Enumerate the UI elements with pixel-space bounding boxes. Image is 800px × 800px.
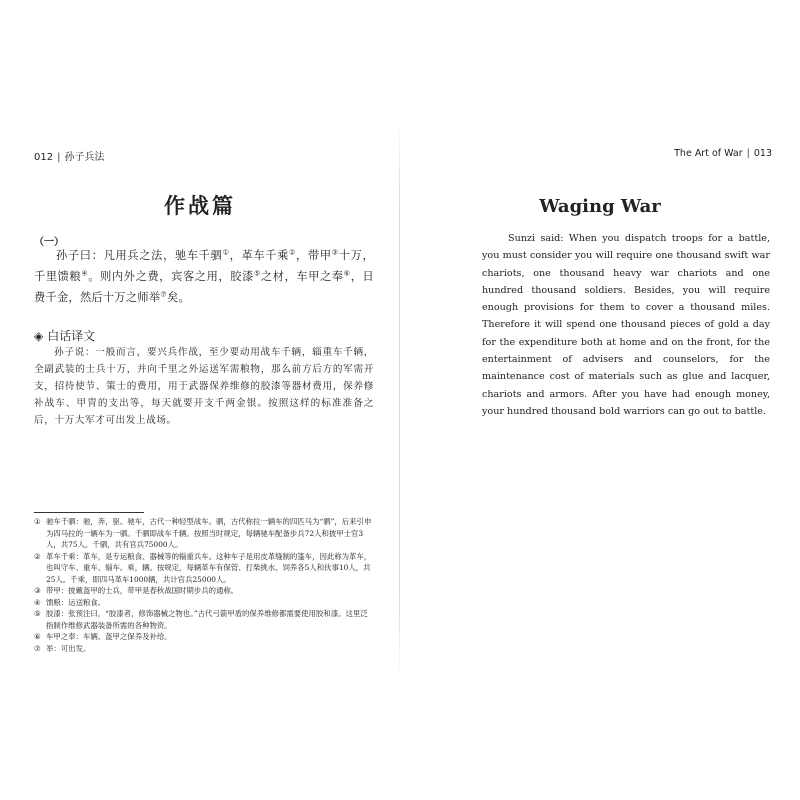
footnote-text: 革车千乘：革车，是专运粮食、器械等的辎重兵车。这种车子是用皮革缝制的篷车，因此称为革车，也叫守车、重车、辎车。乘，辆。按规定，每辆革车有保管、打柴挑水、饲养各5人和伙事10人，共25人。千乘，即四马革车1000辆，共计官兵25000人。 [46, 551, 372, 584]
footnote-item [34, 551, 374, 586]
footnote-marker: ⑤ [253, 269, 261, 278]
right-running-head [674, 148, 772, 159]
footnote-number: ② [34, 551, 41, 561]
footnote-item [34, 516, 374, 551]
right-book-title: The Art of War [674, 148, 743, 159]
left-page-number: 012 [34, 152, 54, 163]
footnote-text: 胶漆：张预注曰，“胶漆者，修饰器械之物也。”古代弓箭甲盾的保养维修都需要使用胶和漆。这里泛指制作维修武器装备所需的各种物资。 [46, 609, 368, 630]
footnote-marker: ⑦ [160, 290, 167, 299]
footnote-item [34, 597, 374, 609]
footnote-number: ③ [34, 586, 41, 595]
section-number: （一） [34, 237, 64, 248]
footnote-text: 驰车千驷：驰，奔，驱。驰车，古代一种轻型战车。驷，古代称拉一辆车的四匹马为“驷”，后来引申为四马拉的一辆车为一驷。千驷即战车千辆。按照当时规定，每辆驰车配备步兵72人和披甲士官3人，共75人。千驷，共有官兵75000人。 [46, 517, 372, 549]
original-text-segment: 十万，千里馈粮 [34, 249, 375, 283]
left-running-head [34, 148, 104, 163]
running-head-separator: | [746, 148, 750, 159]
footnote-number: ⑤ [34, 609, 41, 618]
footnote-marker: ④ [81, 269, 89, 278]
right-page-number: 013 [753, 148, 772, 159]
modern-chinese-translation: 孙子说：一般而言，要兴兵作战，至少要动用战车千辆，辎重车千辆，全副武装的士兵十万，并向千里之外运送军需粮物，那么前方后方的军需开支，招待使节、策士的费用，用于武器保养维修的胶漆等器材费用，保养修补战车、甲胄的支出等，每天就要开支千两金银。按照这样的标准准备之后，十万大军才可出发上战场。 [34, 347, 374, 426]
original-text-segment: ，日费千金，然后十万之师举 [34, 270, 375, 304]
running-head-separator: | [57, 152, 61, 163]
chinese-chapter-title: 作战篇 [164, 193, 236, 218]
footnote-divider [34, 512, 144, 513]
translation-heading [34, 327, 95, 344]
footnote-marker: ③ [331, 248, 339, 257]
original-text-segment: 。则内外之费，宾客之用，胶漆 [88, 270, 254, 283]
footnote-item [34, 608, 374, 631]
right-page [400, 0, 800, 800]
footnote-item [34, 631, 374, 643]
english-chapter-title: Waging War [539, 196, 661, 217]
original-text-segment: ，带甲 [296, 249, 332, 262]
footnote-number: ⑦ [34, 643, 41, 653]
footnote-item [34, 643, 374, 655]
footnote-number: ① [34, 517, 41, 526]
footnote-number: ④ [34, 597, 41, 607]
footnote-text: 举：可出发。 [46, 643, 91, 653]
footnote-text: 带甲：披戴盔甲的士兵，带甲是春秋战国时期步兵的通称。 [46, 586, 239, 595]
footnote-marker: ⑥ [343, 269, 351, 278]
footnotes-list [34, 516, 374, 654]
footnote-marker: ① [222, 248, 230, 257]
left-book-title: 孙子兵法 [64, 152, 105, 163]
original-text-segment: 孙子曰：凡用兵之法，驰车千驷 [56, 249, 223, 262]
original-text-segment: ，革车千乘 [229, 249, 290, 262]
english-translation-text: Sunzi said: When you dispatch troops for a battle, you must consider you will require one thousand swift war chariots, one thousand heavy war chariots and one hundred thousand soldiers. Besides, you will require enough provisions for them to cover a thousand miles. Therefore it will spend one thousand pieces of gold a day for the expenditure both at home and on the front, for the entertainment of advisers and counselors, for the maintenance cost of materials such as glue and lacquer, chariots and armors. After you have had enough money, your hundred thousand bold warriors can go out to battle. [482, 233, 770, 417]
translation-heading-label: 白话译文 [47, 329, 96, 343]
original-classical-text [34, 245, 374, 308]
footnote-text: 馈粮：运送粮食。 [46, 597, 106, 607]
footnote-item [34, 585, 374, 597]
footnote-marker: ② [289, 248, 297, 257]
diamond-ornament-icon: ◈ [34, 328, 44, 343]
original-text-segment: 矣。 [166, 291, 190, 304]
original-text-segment: 之材，车甲之奉 [260, 270, 344, 283]
footnote-text: 车甲之奉：车辆、盔甲之保养及补给。 [46, 632, 172, 641]
footnote-number: ⑥ [34, 632, 41, 641]
